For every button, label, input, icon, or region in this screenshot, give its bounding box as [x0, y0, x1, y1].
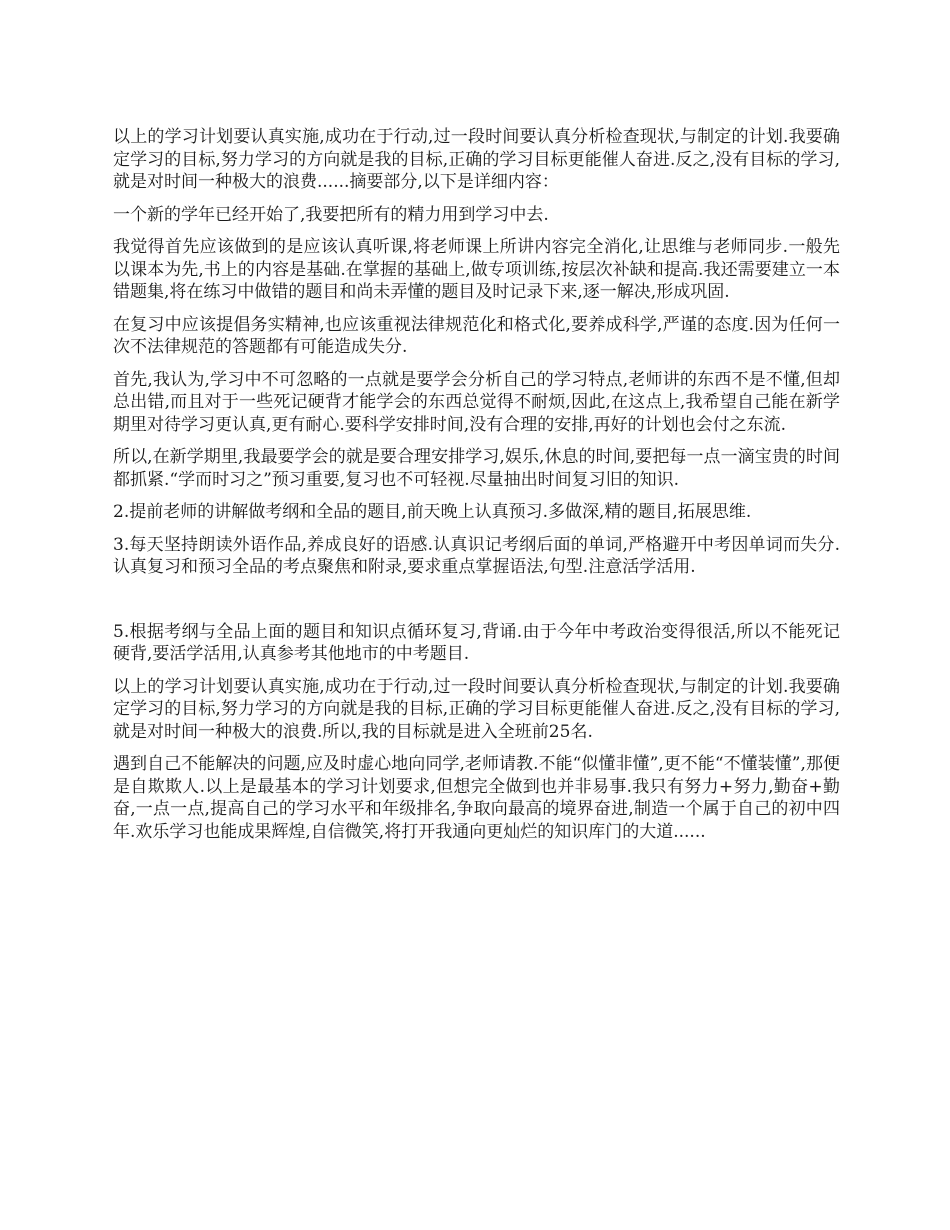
document-body: [113, 126, 840, 853]
paragraph-review-spirit: 在复习中应该提倡务实精神,也应该重视法律规范化和格式化,要养成科学,严谨的态度.因为任何一次不法律规范的答题都有可能造成失分.: [113, 314, 840, 357]
paragraph-learning-traits: 首先,我认为,学习中不可忽略的一点就是要学会分析自己的学习特点,老师讲的东西不是不懂,但却总出错,而且对于一些死记硬背才能学会的东西总觉得不耐烦,因此,在这点上,我希望自己能在新学期里对待学习更认真,更有耐心.要科学安排时间,没有合理的安排,再好的计划也会付之东流.: [113, 369, 840, 435]
paragraph-summary: 以上的学习计划要认真实施,成功在于行动,过一段时间要认真分析检查现状,与制定的计划.我要确定学习的目标,努力学习的方向就是我的目标,正确的学习目标更能催人奋进.反之,没有目标的学习,就是对时间一种极大的浪费......摘要部分,以下是详细内容：: [113, 127, 840, 192]
paragraph-time-arrangement: 所以,在新学期里,我最要学会的就是要合理安排学习,娱乐,休息的时间,要把每一点一滴宝贵的时间都抓紧.“学而时习之”预习重要,复习也不可轻视.尽量抽出时间复习旧的知识.: [113, 447, 840, 490]
paragraph-item-2: 2.提前老师的讲解做考纲和全品的题目,前天晚上认真预习.多做深,精的题目,拓展思维.: [113, 502, 752, 522]
paragraph-item-3: 3.每天坚持朗读外语作品,养成良好的语感.认真识记考纲后面的单词,严格避开中考因单词而失分.认真复习和预习全品的考点聚焦和附录,要求重点掌握语法,句型.注意活学活用.: [113, 534, 840, 577]
paragraph-conclusion: 遇到自己不能解决的问题,应及时虚心地向同学,老师请教.不能“似懂非懂”,更不能“不懂装懂”,那便是自欺欺人.以上是最基本的学习计划要求,但想完全做到也并非易事.我只有努力+努力,勤奋+勤奋,一点一点,提高自己的学习水平和年级排名,争取向最高的境界奋进,制造一个属于自己的初中四年.欢乐学习也能成果辉煌,自信微笑,将打开我通向更灿烂的知识库门的大道......: [113, 754, 840, 842]
paragraph-new-school-year: 一个新的学年已经开始了,我要把所有的精力用到学习中去.: [113, 204, 549, 225]
paragraph-gap: [113, 589, 840, 621]
paragraph-listen-in-class: 我觉得首先应该做到的是应该认真听课,将老师课上所讲内容完全消化,让思维与老师同步.一般先以课本为先,书上的内容是基础.在掌握的基础上,做专项训练,按层次补缺和提高.我还需要建立一本错题集,将在练习中做错的题目和尚未弄懂的题目及时记录下来,逐一解决,形成巩固.: [113, 237, 840, 302]
paragraph-goal: 以上的学习计划要认真实施,成功在于行动,过一段时间要认真分析检查现状,与制定的计划.我要确定学习的目标,努力学习的方向就是我的目标,正确的学习目标更能催人奋进.反之,没有目标的学习,就是对时间一种极大的浪费.所以,我的目标就是进入全班前25名.: [113, 676, 840, 742]
paragraph-item-5: 5.根据考纲与全品上面的题目和知识点循环复习,背诵.由于今年中考政治变得很活,所以不能死记硬背,要活学活用,认真参考其他地市的中考题目.: [113, 621, 840, 664]
